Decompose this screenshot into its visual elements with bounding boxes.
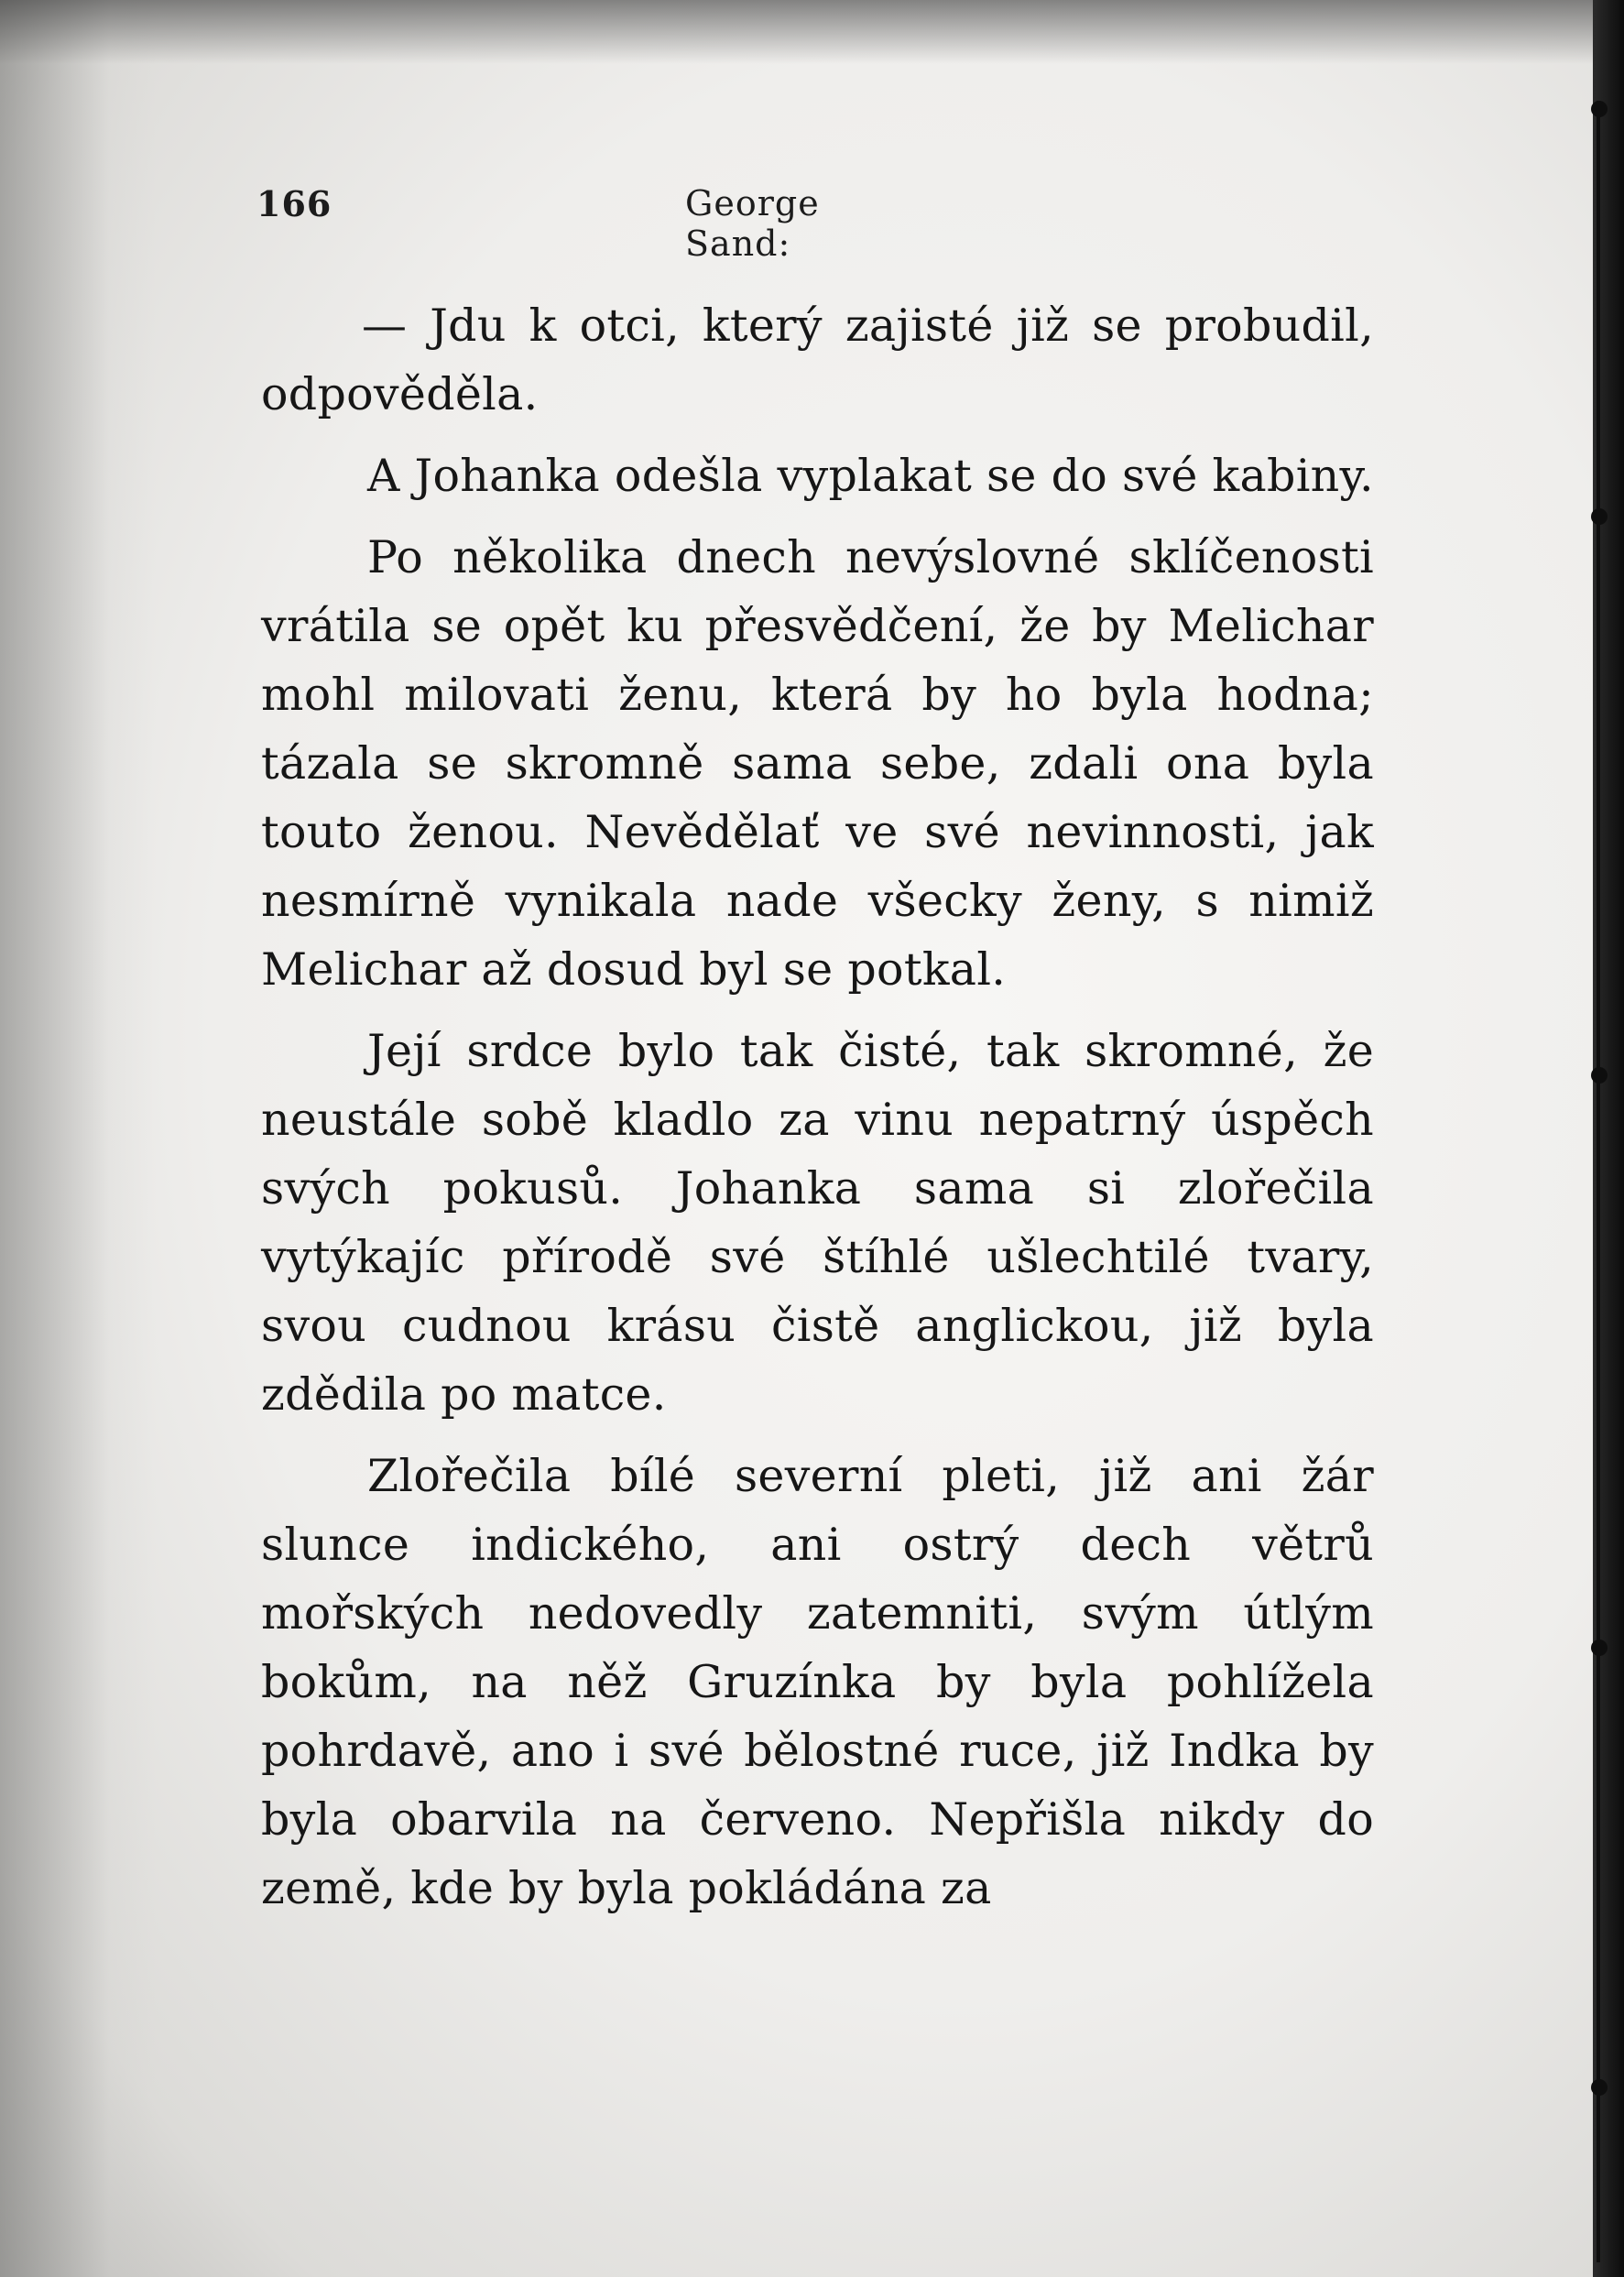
paragraph: Její srdce bylo tak čisté, tak skromné, že neustále sobě kladlo za vinu nepatrný úspěch svých pokusů. Johanka sama si zlořečila vytýkajíc přírodě své štíhlé ušlechtilé tvary, svou cudnou krásu čistě anglickou, již byla zdědila po matce. [261,1025,1374,1421]
running-title: George Sand: [685,183,820,264]
binding-mark [1591,1067,1608,1084]
binding-line [1597,101,1600,2262]
binding-mark [1591,1640,1608,1656]
binding-mark [1591,101,1608,117]
page-number: 166 [256,183,332,224]
page-header [256,183,934,264]
body-text [261,291,1374,1935]
binding-mark [1591,2079,1608,2096]
paragraph: A Johanka odešla vyplakat se do své kabiny. [367,450,1374,502]
paragraph: — Jdu k otci, který zajisté již se probudil, odpověděla. [261,300,1374,420]
paragraph: Zlořečila bílé severní pleti, již ani žár slunce indického, ani ostrý dech větrů mořských nedovedly zatemniti, svým útlým bokům, na něž Gruzínka by byla pohlížela pohrdavě, ano i své bělostné ruce, již Indka by byla obarvila na červeno. Nepřišla nikdy do země, kde by byla pokládána za [261,1450,1374,1914]
paragraph: Po několika dnech nevýslovné sklíčenosti vrátila se opět ku přesvědčení, že by Melichar mohl milovati ženu, která by ho byla hodna; tázala se skromně sama sebe, zdali ona byla touto ženou. Nevědělať ve své nevinnosti, jak nesmírně vynikala nade všecky ženy, s nimiž Melichar až dosud byl se potkal. [261,531,1374,996]
binding-mark [1591,508,1608,525]
